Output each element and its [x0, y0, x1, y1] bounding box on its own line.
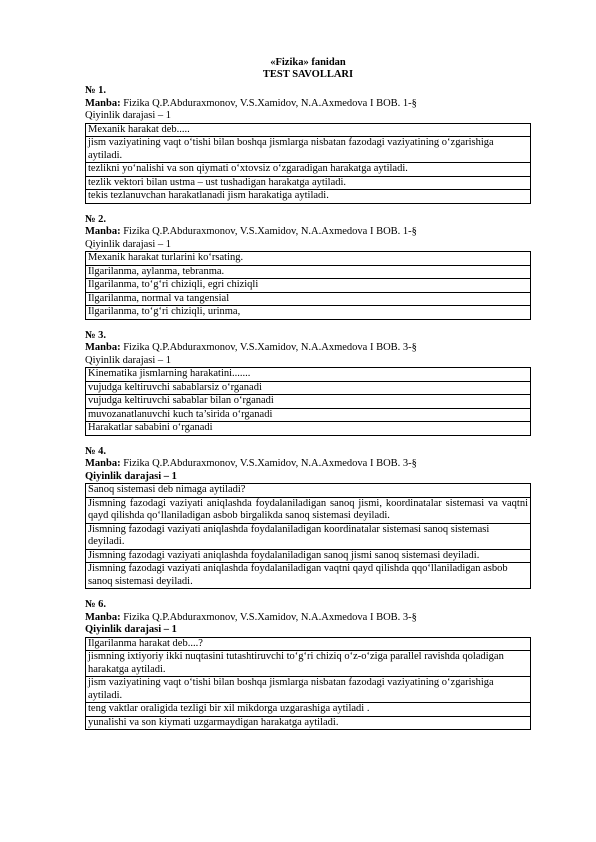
- subject-title: «Fizika» fanidan: [270, 57, 346, 68]
- question-number: № 4.: [85, 445, 107, 457]
- source-text: Fizika Q.P.Abduraxmonov, V.S.Xamidov, N.A.Axmedova I BOB. 3-§: [120, 342, 417, 353]
- question-row: [86, 484, 531, 498]
- question-block-1: [85, 85, 531, 204]
- answer-table: [85, 637, 531, 731]
- answer-row: [86, 190, 531, 204]
- source-label: Manba:: [85, 611, 121, 623]
- document-title: TEST SAVOLLARI: [262, 69, 354, 80]
- question-number: № 2.: [85, 213, 107, 225]
- question-row: [86, 252, 531, 266]
- answer-option: Ilgarilanma, to‘g‘ri chiziqli, urinma,: [86, 306, 531, 320]
- difficulty-level: Qiyinlik darajasi – 1: [85, 238, 172, 250]
- difficulty-level: Qiyinlik darajasi – 1: [85, 470, 177, 482]
- answer-option: jism vaziyatining vaqt o‘tishi bilan boshqa jismlarga nisbatan fazodagi vaziyatining o‘zgarishiga aytiladi.: [86, 137, 531, 163]
- answer-row: [86, 716, 531, 730]
- question-number: № 3.: [85, 329, 107, 341]
- answer-option: Jismning fazodagi vaziyati aniqlashda foydalaniladigan sanoq jismi, koordinatalar sistemasi va vaqtni qayd qilishda qo‘llaniladigan asbob birgalikda sanoq sistemasi deyiladi.: [86, 497, 531, 523]
- question-source: [85, 612, 531, 625]
- question-source: [85, 342, 531, 355]
- answer-row: [86, 703, 531, 717]
- question-source: [85, 458, 531, 471]
- question-text: Sanoq sistemasi deb nimaga aytiladi?: [86, 484, 531, 498]
- answer-option: jismning ixtiyoriy ikki nuqtasini tutashtiruvchi to‘g‘ri chiziq o‘z-o‘ziga parallel ravishda qoladigan harakatga aytiladi.: [86, 651, 531, 677]
- question-row: [86, 123, 531, 137]
- source-label: Manba:: [85, 342, 121, 353]
- answer-row: [86, 137, 531, 163]
- answer-row: [86, 279, 531, 293]
- answer-option: Ilgarilanma, to‘g‘ri chiziqli, egri chiziqli: [86, 279, 531, 293]
- question-block-4: [85, 446, 531, 590]
- answer-option: vujudga keltiruvchi sabablar bilan o‘rganadi: [86, 395, 531, 409]
- question-number: № 6.: [85, 599, 107, 610]
- difficulty-level: Qiyinlik darajasi – 1: [85, 110, 172, 121]
- answer-table: [85, 367, 531, 436]
- answer-option: yunalishi va son kiymati uzgarmaydigan harakatga aytiladi.: [86, 716, 531, 730]
- answer-table: [85, 123, 531, 204]
- answer-option: Ilgarilanma, normal va tangensial: [86, 292, 531, 306]
- answer-option: teng vaktlar oraligida tezligi bir xil mikdorga uzgarashiga aytiladi .: [86, 703, 531, 717]
- source-label: Manba:: [85, 97, 121, 109]
- answer-table: [85, 483, 531, 589]
- question-block-3: [85, 330, 531, 436]
- answer-option: Ilgarilanma, aylanma, tebranma.: [86, 265, 531, 279]
- answer-row: [86, 395, 531, 409]
- answer-row: [86, 163, 531, 177]
- answer-row: [86, 408, 531, 422]
- source-label: Manba:: [85, 458, 121, 469]
- answer-option: vujudga keltiruvchi sabablarsiz o‘rganadi: [86, 381, 531, 395]
- answer-row: [86, 549, 531, 563]
- answer-row: [86, 497, 531, 523]
- answer-option: tekis tezlanuvchan harakatlanadi jism harakatiga aytiladi.: [86, 190, 531, 204]
- answer-option: jism vaziyatining vaqt o‘tishi bilan boshqa jismlarga nisbatan fazodagi vaziyatining o‘zgarishiga aytiladi.: [86, 677, 531, 703]
- source-text: Fizika Q.P.Abduraxmonov, V.S.Xamidov, N.A.Axmedova I BOB. 1-§: [120, 97, 417, 109]
- answer-option: tezlikni yo‘nalishi va son qiymati o‘xtovsiz o‘zgaradigan harakatga aytiladi.: [86, 163, 531, 177]
- question-block-2: [85, 214, 531, 320]
- answer-row: [86, 306, 531, 320]
- source-text: Fizika Q.P.Abduraxmonov, V.S.Xamidov, N.A.Axmedova I BOB. 3-§: [120, 611, 417, 623]
- difficulty-level: Qiyinlik darajasi – 1: [85, 354, 172, 366]
- source-label: Manba:: [85, 226, 121, 237]
- question-text: Mexanik harakat deb.....: [86, 123, 531, 137]
- answer-row: [86, 422, 531, 436]
- answer-row: [86, 381, 531, 395]
- answer-option: Harakatlar sababini o‘rganadi: [86, 422, 531, 436]
- question-row: [86, 637, 531, 651]
- source-text: Fizika Q.P.Abduraxmonov, V.S.Xamidov, N.A.Axmedova I BOB. 3-§: [120, 458, 417, 469]
- answer-option: Jismning fazodagi vaziyati aniqlashda foydalaniladigan koordinatalar sistemasi sanoq sistemasi deyiladi.: [86, 523, 531, 549]
- answer-row: [86, 563, 531, 589]
- question-source: [85, 226, 531, 239]
- answer-row: [86, 677, 531, 703]
- answer-row: [86, 265, 531, 279]
- question-row: [86, 368, 531, 382]
- question-block-6: [85, 599, 531, 730]
- question-text: Mexanik harakat turlarini ko‘rsating.: [86, 252, 531, 266]
- question-number: № 1.: [85, 85, 107, 96]
- answer-row: [86, 292, 531, 306]
- question-text: Kinematika jismlarning harakatini.......: [86, 368, 531, 382]
- answer-table: [85, 251, 531, 320]
- question-source: [85, 98, 531, 111]
- answer-row: [86, 523, 531, 549]
- answer-option: tezlik vektori bilan ustma – ust tushadigan harakatga aytiladi.: [86, 176, 531, 190]
- document-heading: [85, 57, 531, 81]
- difficulty-level: Qiyinlik darajasi – 1: [85, 624, 177, 635]
- answer-option: Jismning fazodagi vaziyati aniqlashda foydalaniladigan sanoq jismi sanoq sistemasi deyiladi.: [86, 549, 531, 563]
- answer-option: Jismning fazodagi vaziyati aniqlashda foydalaniladigan vaqtni qayd qilishda qqo‘llaniladigan asbob sanoq sistemasi deyiladi.: [86, 563, 531, 589]
- answer-row: [86, 651, 531, 677]
- answer-row: [86, 176, 531, 190]
- source-text: Fizika Q.P.Abduraxmonov, V.S.Xamidov, N.A.Axmedova I BOB. 1-§: [120, 226, 417, 237]
- document-page: [85, 57, 531, 730]
- answer-option: muvozanatlanuvchi kuch ta’sirida o‘rganadi: [86, 408, 531, 422]
- question-text: Ilgarilanma harakat deb....?: [86, 637, 531, 651]
